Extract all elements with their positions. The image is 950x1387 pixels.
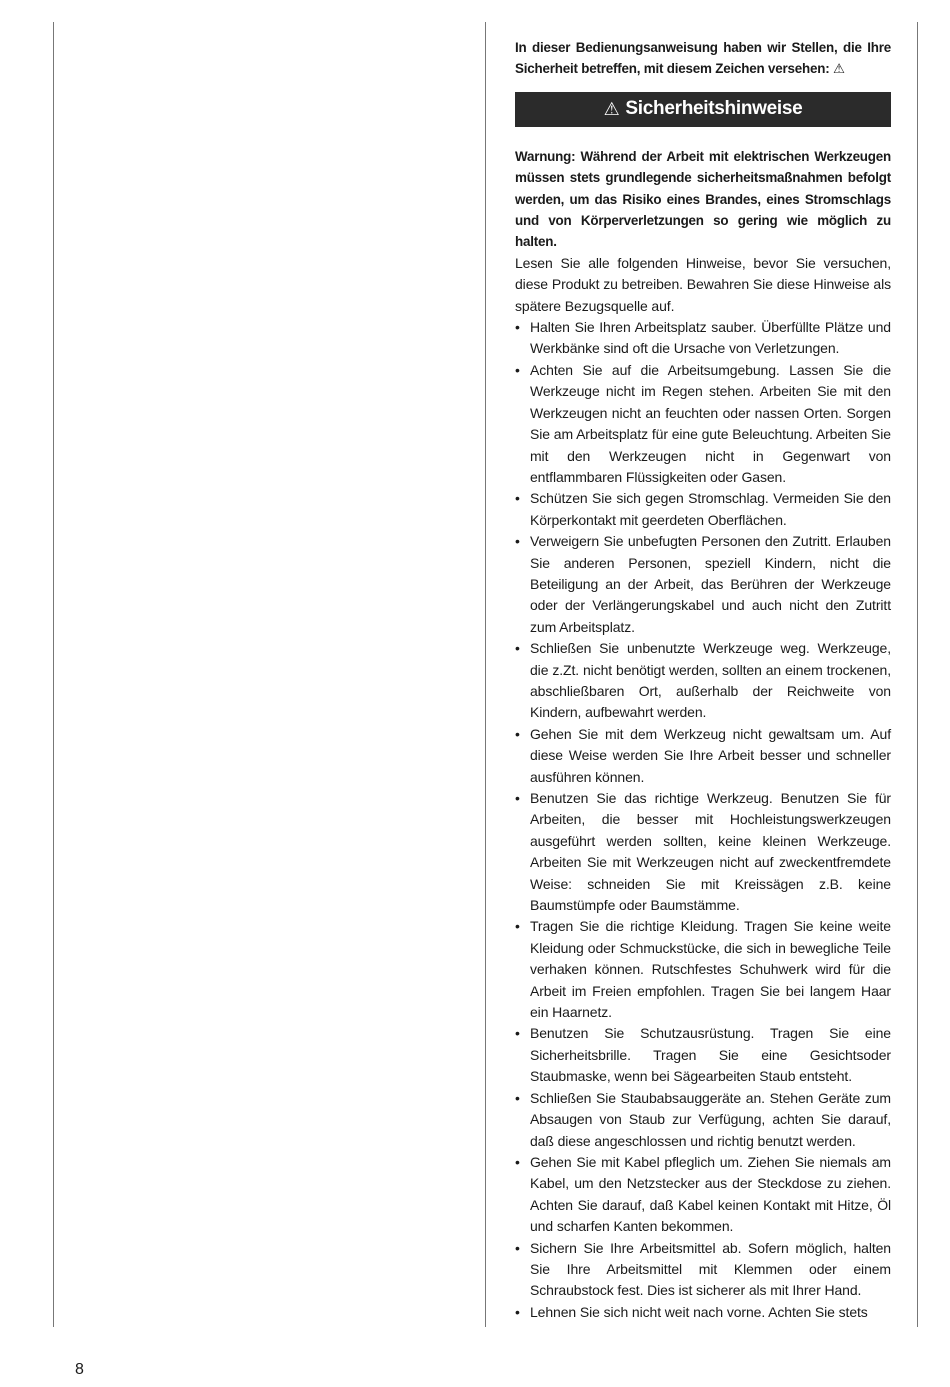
safety-column xyxy=(515,37,891,1323)
bullet-dot: • xyxy=(515,533,520,550)
bullet-dot: • xyxy=(515,640,520,657)
bullet-dot: • xyxy=(515,1089,520,1106)
list-item-text: Verweigern Sie unbefugten Personen den Zutritt. Erlauben Sie anderen Personen, speziell Kindern, nicht die Beteiligung an der Arbeit, das Berühren der Werkzeuge oder der Verlängerungskabel und auch nicht den Zutritt zum Arbeitsplatz. xyxy=(530,533,891,635)
bullet-dot: • xyxy=(515,1025,520,1042)
list-item xyxy=(515,360,891,488)
list-item xyxy=(515,317,891,360)
section-title: Sicherheitshinweise xyxy=(625,98,803,120)
column-divider-rule xyxy=(485,22,486,1327)
list-item-text: Schließen Sie unbenutzte Werkzeuge weg. Werkzeuge, die z.Zt. nicht benötigt werden, sollten an einem trockenen, abschließbaren Ort, außerhalb der Reichweite von Kindern, aufbewahrt werden. xyxy=(530,640,891,721)
safety-bullet-list xyxy=(515,317,891,1323)
list-item xyxy=(515,724,891,788)
bullet-dot: • xyxy=(515,490,520,507)
list-item-text: Halten Sie Ihren Arbeitsplatz sauber. Überfüllte Plätze und Werkbänke sind oft die Ursache von Verletzungen. xyxy=(530,319,891,357)
list-item-text: Benutzen Sie Schutzausrüstung. Tragen Sie eine Sicherheitsbrille. Tragen Sie eine Gesichtsoder Staubmaske, wenn bei Sägearbeiten Staub entsteht. xyxy=(530,1025,891,1085)
right-margin-rule xyxy=(917,22,918,1327)
list-item xyxy=(515,531,891,638)
list-item xyxy=(515,1238,891,1302)
list-item-text: Achten Sie auf die Arbeitsumgebung. Lassen Sie die Werkzeuge nicht im Regen stehen. Arbeiten Sie mit den Werkzeugen nicht an feuchten oder nassen Orten. Sorgen Sie am Arbeitsplatz für eine gute Beleuchtung. Arbeiten Sie mit den Werkzeugen nicht in Gegenwart von entflammbaren Flüssigkeiten oder Gasen. xyxy=(530,361,891,485)
list-item xyxy=(515,638,891,724)
page-number: 8 xyxy=(75,1361,84,1378)
read-note-paragraph: Lesen Sie alle folgenden Hinweise, bevor Sie versuchen, diese Produkt zu betreiben. Bewahren Sie diese Hinweise als spätere Bezugsquelle auf. xyxy=(515,254,891,314)
list-item-text: Lehnen Sie sich nicht weit nach vorne. Achten Sie stets xyxy=(530,1303,868,1320)
list-item xyxy=(515,1302,891,1323)
bullet-dot: • xyxy=(515,1239,520,1256)
bullet-dot: • xyxy=(515,1303,520,1320)
list-item-text: Gehen Sie mit Kabel pfleglich um. Ziehen Sie niemals am Kabel, um den Netzstecker aus der Steckdose zu ziehen. Achten Sie darauf, daß Kabel keinen Kontakt mit Hitze, Öl und scharfen Kanten bekommen. xyxy=(530,1153,891,1235)
list-item xyxy=(515,488,891,531)
bullet-dot: • xyxy=(515,918,520,935)
list-item xyxy=(515,916,891,1023)
list-item xyxy=(515,788,891,916)
left-margin-rule xyxy=(53,22,54,1327)
bullet-dot: • xyxy=(515,319,520,336)
bullet-dot: • xyxy=(515,1153,520,1170)
list-item-text: Benutzen Sie das richtige Werkzeug. Benutzen Sie für Arbeiten, die besser mit Hochleistungswerkzeugen ausgeführt werden sollten, keine kleinen Werkzeuge. Arbeiten Sie mit Werkzeugen nicht auf zweckentfremdete Weise: schneiden Sie mit Kreissägen z.B. keine Baumstümpfe oder Baumstämme. xyxy=(530,790,891,914)
list-item xyxy=(515,1088,891,1152)
bullet-dot: • xyxy=(515,361,520,378)
bullet-dot: • xyxy=(515,790,520,806)
list-item-text: Gehen Sie mit dem Werkzeug nicht gewaltsam um. Auf diese Weise werden Sie Ihre Arbeit besser und schneller ausführen können. xyxy=(530,725,891,785)
list-item xyxy=(515,1152,891,1238)
section-banner xyxy=(515,92,891,127)
bullet-dot: • xyxy=(515,725,520,742)
list-item-text: Schützen Sie sich gegen Stromschlag. Vermeiden Sie den Körperkontakt mit geerdeten Oberflächen. xyxy=(530,490,891,528)
list-item-text: Sichern Sie Ihre Arbeitsmittel ab. Sofern möglich, halten Sie Ihre Arbeitsmittel mit Klemmen oder einem Schraubstock fest. Dies ist sicherer als mit Ihrer Hand. xyxy=(530,1239,891,1299)
list-item xyxy=(515,1023,891,1087)
list-item-text: Schließen Sie Staubabsauggeräte an. Stehen Geräte zum Absaugen von Staub zur Verfügung, achten Sie darauf, daß diese angeschlossen und richtig benutzt werden. xyxy=(530,1089,891,1149)
intro-paragraph: In dieser Bedienungsanweisung haben wir Stellen, die Ihre Sicherheit betreffen, mit diesem Zeichen versehen: ⚠ xyxy=(515,40,891,77)
warning-paragraph: Warnung: Während der Arbeit mit elektrischen Werkzeugen müssen stets grundlegende sicherheitsmaßnahmen befolgt werden, um das Risiko eines Brandes, eines Stromschlags und von Körperverletzungen so gering wie möglich zu halten. xyxy=(515,148,891,250)
list-item-text: Tragen Sie die richtige Kleidung. Tragen Sie keine weite Kleidung oder Schmuckstücke, die sich in bewegliche Teile verhaken können. Rutschfestes Schuhwerk wird für die Arbeit im Freien empfohlen. Tragen Sie bei langem Haar ein Haarnetz. xyxy=(530,918,891,1021)
warning-triangle-icon: ⚠ xyxy=(603,98,620,119)
